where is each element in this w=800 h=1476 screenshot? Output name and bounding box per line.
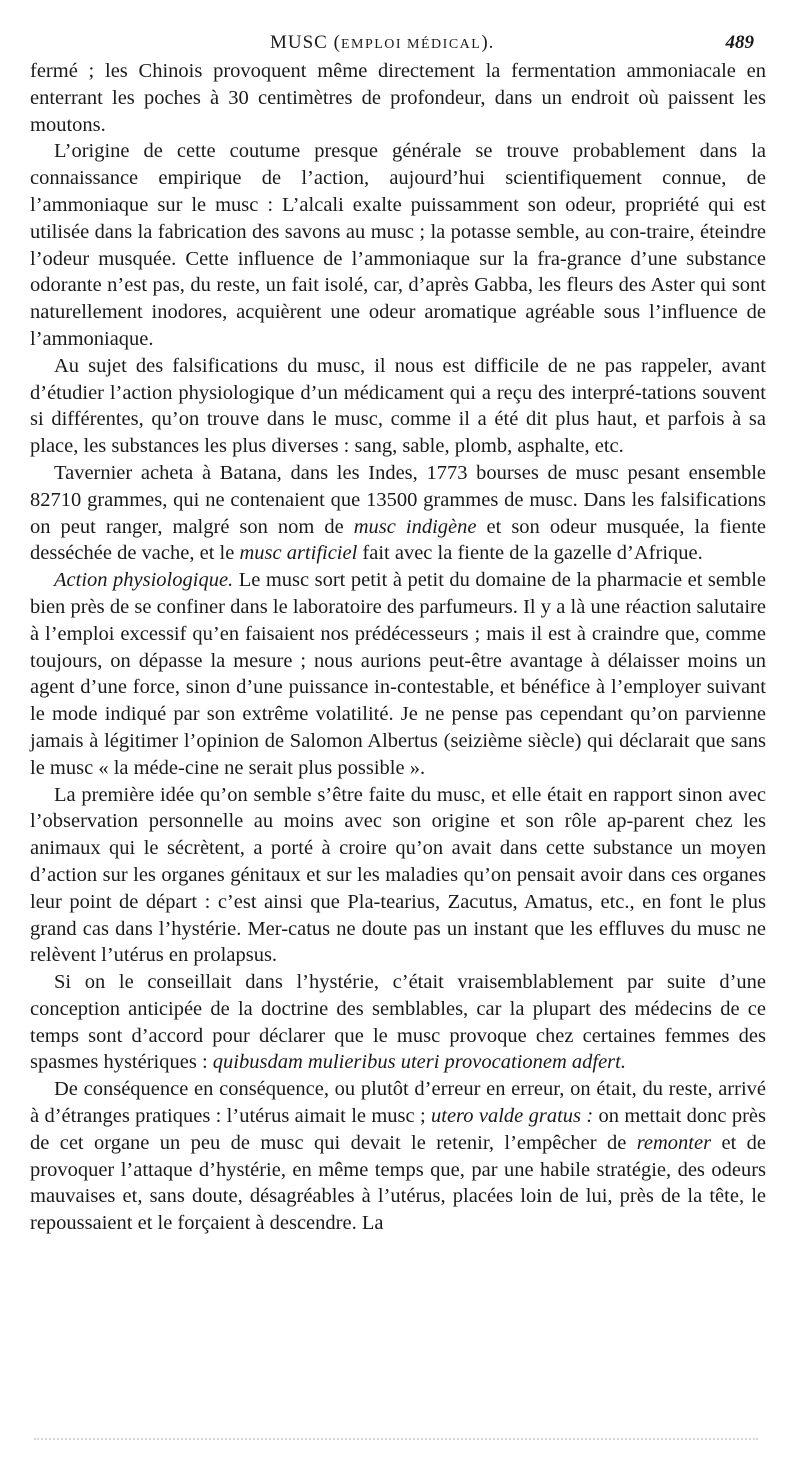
running-title <box>270 28 494 60</box>
paragraph-text: Si on le conseillait dans l’hystérie, c’était vraisemblablement par suite d’une conception anticipée de la doctrine des semblables, car la plupart des médecins de ce temps sont d’accord pour déclarer que le musc provoque chez certaines femmes des spasmes hystériques : <box>30 971 766 1074</box>
paragraph-text: et son odeur musquée, la fiente desséchée de vache, et le <box>30 515 766 565</box>
footer-faint-line <box>34 1438 758 1443</box>
paragraph-text: et de provoquer l’attaque d’hystérie, en même temps que, par une habile stratégie, des odeurs mauvaises et, sans doute, désagréables à l’utérus, placées loin de lui, près de la tête, le repoussaient et le forçaient à descendre. La <box>30 1131 766 1235</box>
paragraph <box>30 353 766 460</box>
paragraph <box>30 567 766 781</box>
paragraph <box>30 1076 766 1237</box>
paragraph <box>30 782 766 970</box>
running-title-subtitle: EMPLOI MÉDICAL <box>340 37 482 52</box>
page-number: 489 <box>725 32 754 53</box>
paragraph-text: Le musc sort petit à petit du domaine de la pharmacie et semble bien près de se confiner dans le laboratoire des parfumeurs. Il y a là une réaction salutaire à l’emploi excessif qu’en faisaient nos prédécesseurs ; mais il est à craindre que, comme toujours, on dépasse la mesure ; nous aurions peut-être avantage à délaisser moins un agent d’une force, sinon d’une puissance in-contestable, et bénéfice à l’employer suivant le mode indiqué par son extrême volatilité. Je ne pense pas cependant qu’on parvienne jamais à légitimer l’opinion de Salomon Albertus (seizième siècle) qui déclarait que sans le musc « la méde-cine ne serait plus possible ». <box>30 569 766 779</box>
paragraph <box>30 460 766 567</box>
running-title-end: ). <box>481 32 495 53</box>
italic-text: remonter <box>636 1131 712 1154</box>
running-header <box>30 28 766 58</box>
paragraph-text: fermé ; les Chinois provoquent même directement la fermentation ammoniacale en enterrant les poches à 30 centimètres de profondeur, dans un endroit où paissent les moutons. <box>30 60 766 136</box>
paragraph-text: fait avec la fiente de la gazelle d’Afrique. <box>357 542 703 565</box>
paragraph-text: De conséquence en conséquence, ou plutôt d’erreur en erreur, on était, du reste, arrivé à d’étranges pratiques : l’utérus aimait le musc ; <box>30 1078 766 1128</box>
paragraph <box>30 58 766 138</box>
italic-text: musc indigène <box>353 515 477 538</box>
paragraph-text: La première idée qu’on semble s’être faite du musc, et elle était en rapport sinon avec l’observation personnelle au moins avec son origine et son rôle ap-parent chez les animaux qui le sécrètent, a porté à croire qu’on avait dans cette substance un moyen d’action sur les organes génitaux et sur les maladies qu’on pensait avoir dans ces organes leur point de départ : c’est ainsi que Pla-tearius, Zacutus, Amatus, etc., en font le plus grand cas dans l’hystérie. Mer-catus ne doute pas un instant que les effluves du musc ne relèvent l’utérus en prolapsus. <box>30 783 766 967</box>
paragraph-text: on mettait donc près de cet organe un peu de musc qui devait le retenir, l’empêcher de <box>30 1105 766 1154</box>
italic-text: utero valde gratus : <box>431 1105 594 1128</box>
italic-text: Action physiologique. <box>54 569 234 592</box>
italic-text: quibusdam mulieribus uteri provocationem adfert. <box>212 1051 626 1074</box>
paragraph-text: L’origine de cette coutume presque générale se trouve probablement dans la connaissance empirique de l’action, aujourd’hui scientifiquement connue, de l’ammoniaque sur le musc : L’alcali exalte puissamment son odeur, propriété qui est utilisée dans la fabrication des savons au musc ; la potasse semble, au con-traire, éteindre l’odeur musquée. Cette influence de l’ammoniaque sur la fra-grance d’une substance odorante n’est pas, du reste, un fait isolé, car, d’après Gabba, les fleurs des Aster qui sont naturellement inodores, acquièrent une odeur aromatique agréable sous l’influence de l’ammoniaque. <box>30 140 766 350</box>
body-text <box>30 58 766 1237</box>
paragraph <box>30 138 766 352</box>
paragraph-text: Tavernier acheta à Batana, dans les Indes, 1773 bourses de musc pesant ensemble 82710 grammes, qui ne contenaient que 13500 grammes de musc. Dans les falsifications on peut ranger, malgré son nom de <box>30 461 766 538</box>
paragraph-text: Au sujet des falsifications du musc, il nous est difficile de ne pas rappeler, avant d’étudier l’action physiologique d’un médicament qui a reçu des interpré-tations souvent si différentes, qu’on trouve dans le musc, comme il a été dit plus haut, et parfois à sa place, les substances les plus diverses : sang, sable, plomb, asphalte, etc. <box>30 354 766 458</box>
paragraph <box>30 969 766 1076</box>
book-page <box>30 28 766 1237</box>
italic-text: musc artificiel <box>239 542 358 565</box>
running-title-main: MUSC ( <box>270 32 341 53</box>
